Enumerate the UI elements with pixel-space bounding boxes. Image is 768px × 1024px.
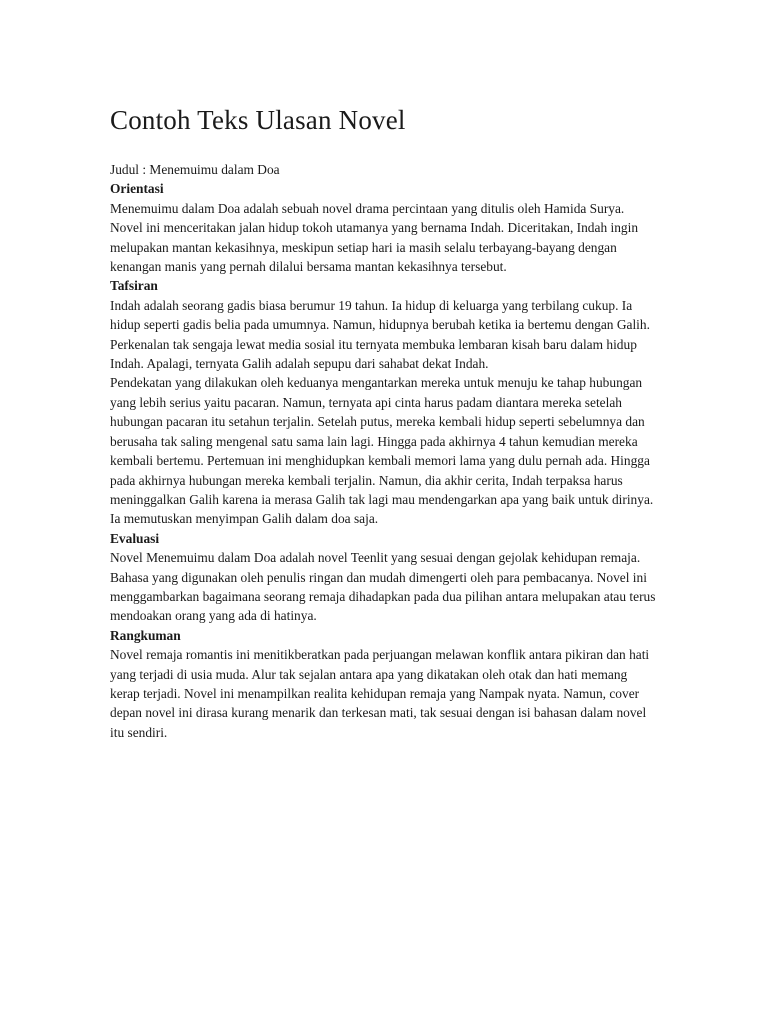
section-heading: Evaluasi bbox=[110, 530, 160, 546]
judul-line: Judul : Menemuimu dalam Doa bbox=[110, 162, 280, 177]
paragraph: Novel remaja romantis ini menitikberatkan pada perjuangan melawan konflik antara pikiran dan hati yang terjadi di usia muda. Alur tak sejalan antara apa yang dikatakan oleh otak dan hati memang kerap terjadi. Novel ini menampilkan realita kehidupan remaja yang Nampak nyata. Namun, cover depan novel ini dirasa kurang menarik dan terkesan mati, tak sesuai dengan isi bahasan dalam novel itu sendiri. bbox=[110, 647, 650, 740]
section-heading: Orientasi bbox=[110, 181, 164, 197]
section-rangkuman bbox=[110, 626, 658, 742]
document-page bbox=[110, 104, 658, 742]
section-orientasi bbox=[110, 179, 658, 276]
paragraph: Menemuimu dalam Doa adalah sebuah novel drama percintaan yang ditulis oleh Hamida Surya. Novel ini menceritakan jalan hidup tokoh utamanya yang bernama Indah. Diceritakan, Indah ingin melupakan mantan kekasihnya, meskipun setiap hari ia masih selalu terbayang-bayang dengan kenangan manis yang pernah dilalui bersama mantan kekasihnya tersebut. bbox=[110, 200, 639, 275]
section-tafsiran bbox=[110, 276, 658, 528]
paragraph: Indah adalah seorang gadis biasa berumur 19 tahun. Ia hidup di keluarga yang terbilang cukup. Ia hidup seperti gadis belia pada umumnya. Namun, hidupnya berubah ketika ia bertemu dengan Galih. Perkenalan tak sengaja lewat media sosial itu ternyata membuka lembaran kisah baru dalam hidup Indah. Apalagi, ternyata Galih adalah sepupu dari sahabat dekat Indah. bbox=[110, 297, 650, 372]
section-evaluasi bbox=[110, 529, 658, 626]
section-heading: Rangkuman bbox=[110, 627, 181, 643]
document-title: Contoh Teks Ulasan Novel bbox=[110, 105, 406, 135]
paragraph: Pendekatan yang dilakukan oleh keduanya mengantarkan mereka untuk menuju ke tahap hubungan yang lebih serius yaitu pacaran. Namun, ternyata api cinta harus padam diantara mereka setelah hubungan pacaran itu setahun terjalin. Setelah putus, mereka kembali hidup seperti sebelumnya dan berusaha tak saling mengenal satu sama lain lagi. Hingga pada akhirnya 4 tahun kemudian mereka kembali bertemu. Pertemuan ini menghidupkan kembali memori lama yang dulu pernah ada. Hingga pada akhirnya hubungan mereka kembali terjalin. Namun, dia akhir cerita, Indah terpaksa harus meninggalkan Galih karena ia merasa Galih tak lagi mau mendengarkan apa yang baik untuk dirinya. Ia memutuskan menyimpan Galih dalam doa saja. bbox=[110, 375, 654, 527]
paragraph: Novel Menemuimu dalam Doa adalah novel Teenlit yang sesuai dengan gejolak kehidupan remaja. Bahasa yang digunakan oleh penulis ringan dan mudah dimengerti oleh para pembacanya. Novel ini menggambarkan bagaimana seorang remaja dihadapkan pada dua pilihan antara melupakan atau terus mendoakan orang yang ada di hatinya. bbox=[110, 550, 656, 624]
section-heading: Tafsiran bbox=[110, 278, 158, 294]
